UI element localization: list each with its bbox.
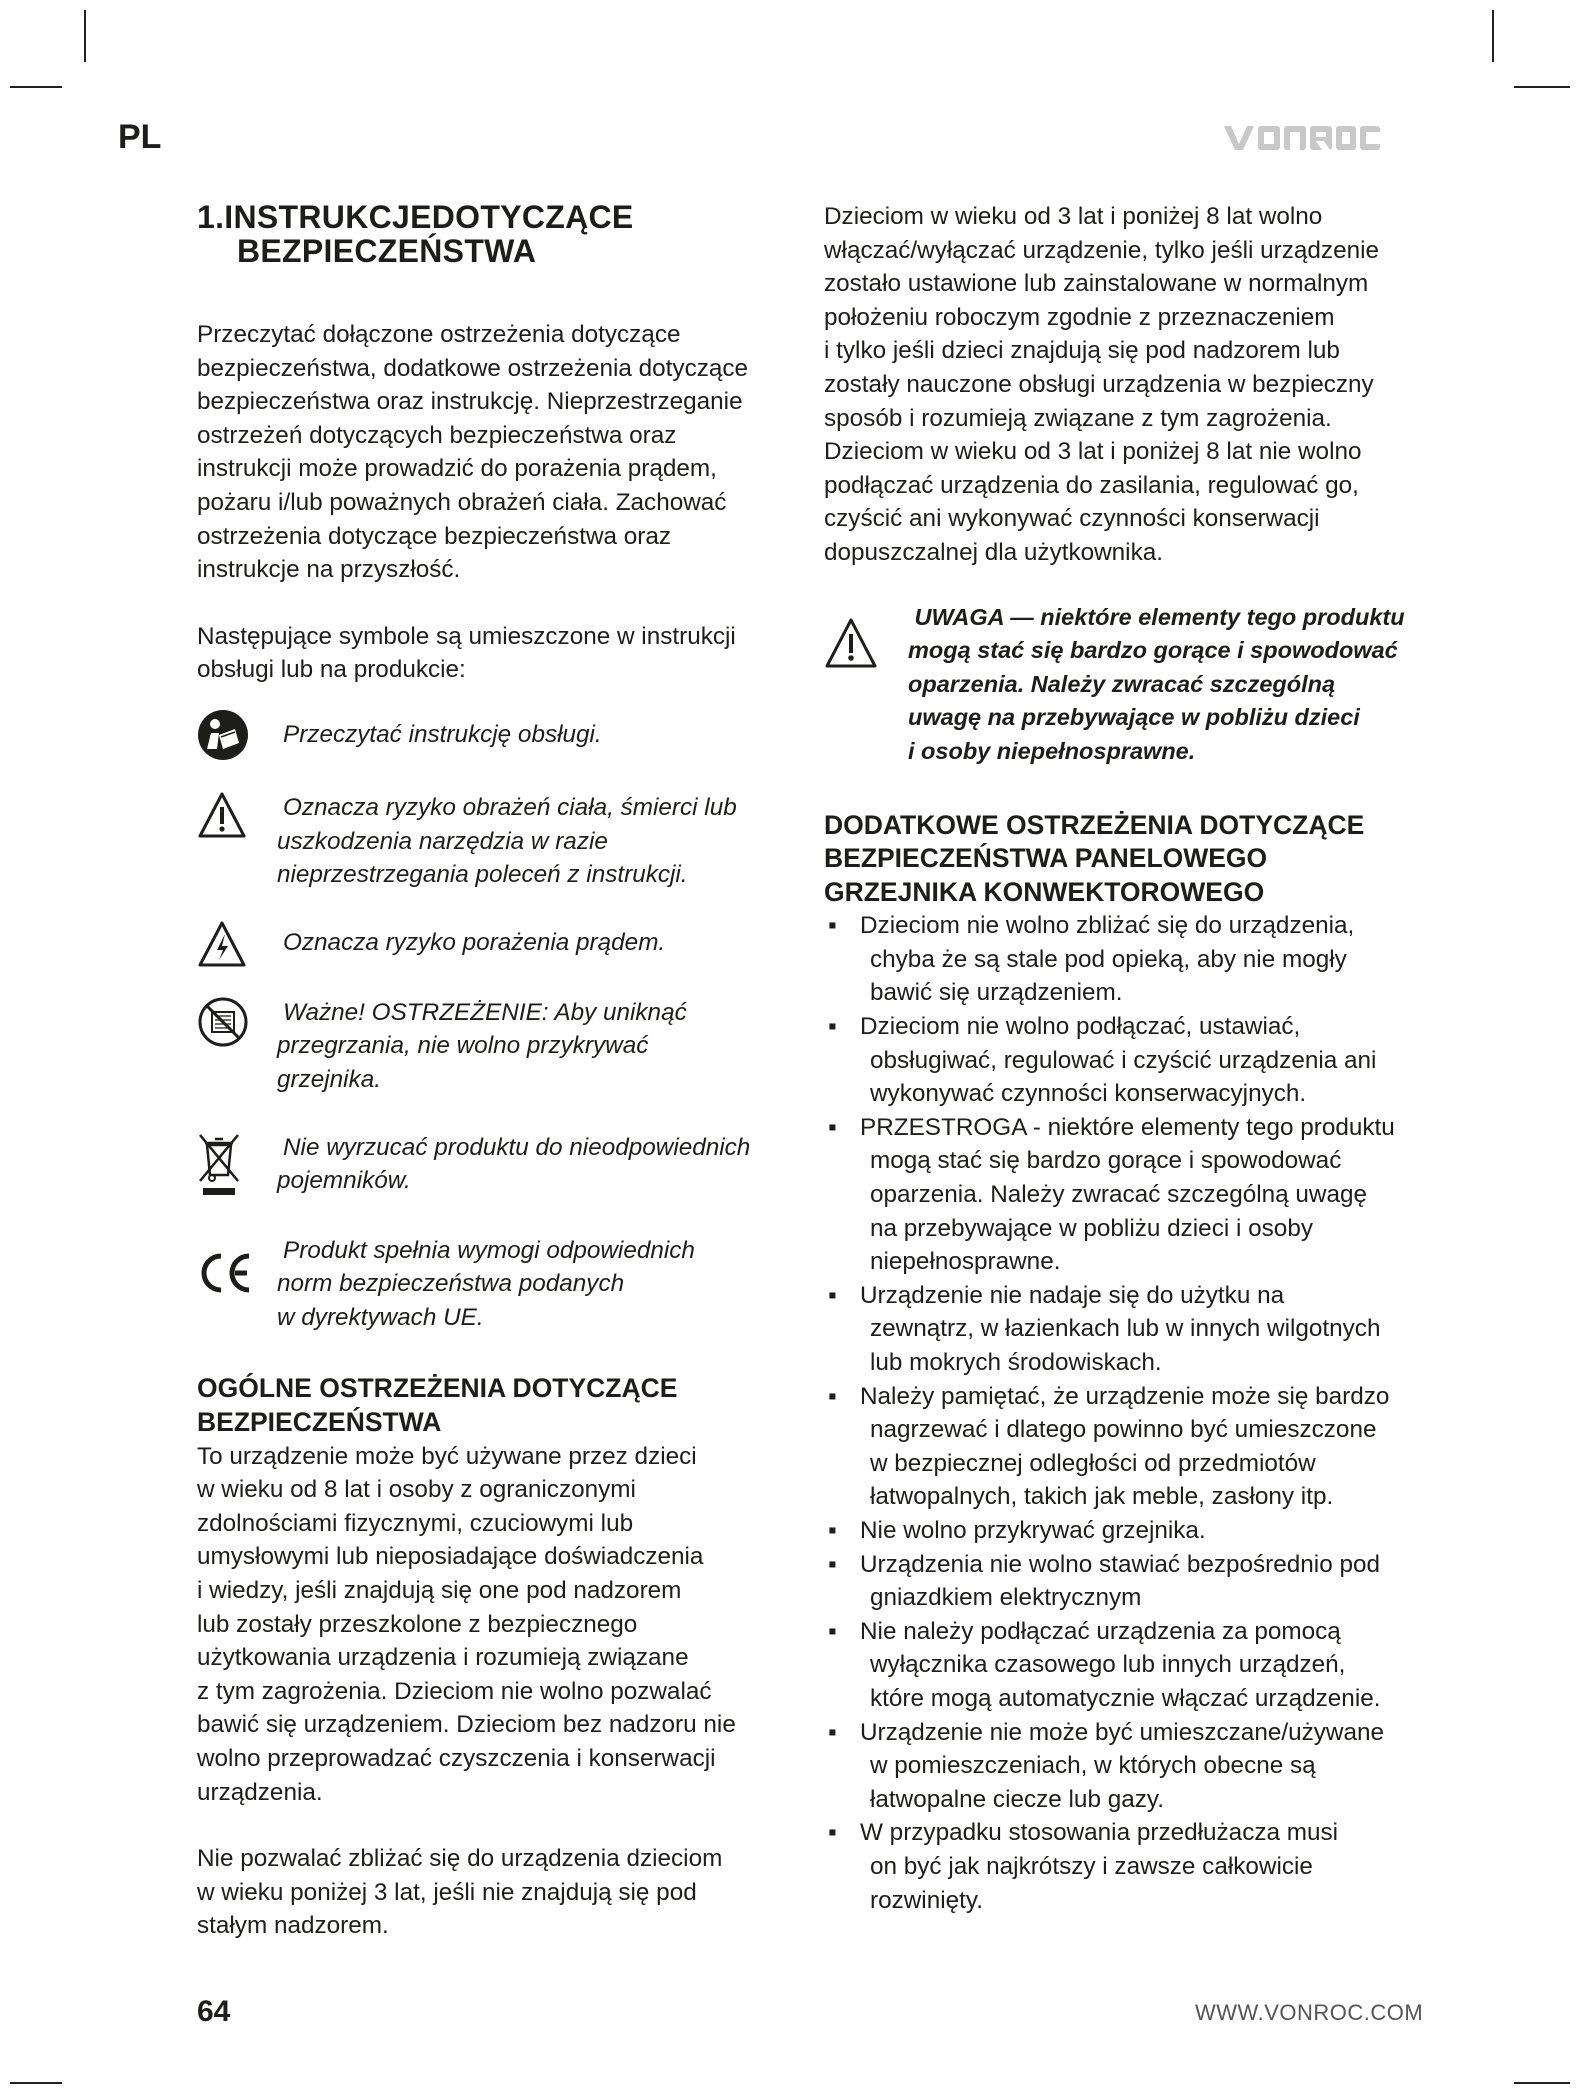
bullet-text: Urządzenia nie wolno stawiać bezpośrednio pod — [860, 1550, 1380, 1578]
additional-warnings-heading — [824, 809, 1434, 910]
symbol-row — [197, 791, 812, 892]
list-item: ▪ Nie wolno przykrywać grzejnika. — [824, 1514, 1434, 1548]
bullet-text: chyba że są stale pod opieką, aby nie mogły — [870, 945, 1347, 973]
symbol-row — [197, 920, 812, 968]
text-line: z tym zagrożenia. Dzieciom nie wolno pozwalać — [197, 1677, 712, 1705]
warning-text: oparzenia. Należy zwracać szczególną — [908, 670, 1336, 697]
bullet-text: wykonywać czynności konserwacyjnych. — [870, 1080, 1307, 1108]
bullet-text: mogą stać się bardzo gorące i spowodować — [870, 1147, 1342, 1175]
symbol-text: Ważne! OSTRZEŻENIE: Aby uniknąć — [283, 998, 687, 1026]
text-line: zostało ustawione lub zainstalowane w normalnym — [824, 270, 1369, 298]
symbol-row — [197, 996, 812, 1097]
warning-text: UWAGA — niektóre elementy tego produktu — [908, 603, 1405, 630]
bullet-list — [824, 909, 1434, 1917]
text-line: użytkowania urządzenia i rozumieją związane — [197, 1644, 689, 1672]
text-line: wolno przeprowadzać czyszczenia i konserwacji — [197, 1745, 716, 1772]
bullet-text: Dzieciom nie wolno zbliżać się do urządzenia, — [860, 912, 1355, 940]
bullet-text: rozwinięty. — [870, 1886, 983, 1914]
list-item: ▪ Urządzenia nie wolno stawiać bezpośrednio pod gniazdkiem elektrycznym — [824, 1548, 1434, 1615]
page-number: 64 — [197, 1995, 231, 2028]
warning-triangle-icon — [197, 791, 247, 839]
text-line: bezpieczeństwa, dodatkowe ostrzeżenia dotyczące — [197, 354, 749, 382]
hot-surface-warning — [824, 601, 1434, 769]
bullet-text: Urządzenie nie nadaje się do użytku na — [860, 1281, 1285, 1309]
text-line: obsługi lub na produkcie: — [197, 656, 466, 684]
list-item: ▪ Urządzenie nie nadaje się do użytku na zewnątrz, w łazienkach lub w innych wilgotnych lub mokrych środowiskach. — [824, 1279, 1434, 1380]
warning-text: uwagę na przebywające w pobliżu dzieci — [908, 704, 1360, 731]
text-line: Dzieciom w wieku od 3 lat i poniżej 8 lat nie wolno — [824, 438, 1362, 466]
symbol-text: norm bezpieczeństwa podanych — [277, 1270, 625, 1298]
bullet-text: Dzieciom nie wolno podłączać, ustawiać, — [860, 1013, 1301, 1041]
general-warnings-text — [197, 1440, 812, 1810]
text-line: Dzieciom w wieku od 3 lat i poniżej 8 lat wolno — [824, 203, 1323, 230]
text-line: ostrzeżeń dotyczących bezpieczeństwa oraz — [197, 421, 677, 449]
bullet-text: w pomieszczeniach, w których obecne są — [870, 1752, 1316, 1780]
text-line: umysłowymi lub nieposiadające doświadczenia — [197, 1543, 704, 1571]
bullet-text: w bezpiecznej odległości od przedmiotów — [870, 1449, 1316, 1477]
text-line: i tylko jeśli dzieci znajdują się pod nadzorem lub — [824, 337, 1340, 365]
children-paragraph — [197, 1842, 812, 1943]
symbol-row — [197, 709, 812, 761]
warning-text: mogą stać się bardzo gorące i spowodować — [908, 637, 1398, 664]
bullet-text: Nie należy podłączać urządzenia za pomocą — [860, 1617, 1341, 1645]
list-item: ▪ W przypadku stosowania przedłużacza musi on być jak najkrótszy i zawsze całkowicie rozwinięty. — [824, 1816, 1434, 1917]
bullet-text: nagrzewać i dlatego powinno być umieszczone — [870, 1416, 1377, 1444]
symbol-text: przegrzania, nie wolno przykrywać — [277, 1032, 649, 1060]
bullet-text: lub mokrych środowiskach. — [870, 1349, 1162, 1376]
language-code: PL — [118, 118, 162, 156]
symbol-text: Oznacza ryzyko porażenia prądem. — [283, 928, 666, 956]
text-line: sposób i rozumieją związane z tym zagrożenia. — [824, 404, 1332, 432]
bullet-text: Nie wolno przykrywać grzejnika. — [860, 1516, 1206, 1544]
text-line: pożaru i/lub poważnych obrażeń ciała. Zachować — [197, 488, 727, 516]
left-column — [197, 200, 812, 1976]
text-line: To urządzenie może być używane przez dzieci — [197, 1442, 697, 1470]
ce-mark-icon — [197, 1248, 253, 1298]
list-item: ▪ PRZESTROGA - niektóre elementy tego produktu mogą stać się bardzo gorące i spowodować oparzenia. Należy zwracać szczególną uwagę na przebywające w pobliżu dzieci i osoby niepełnosprawne. — [824, 1111, 1434, 1279]
text-line: bawić się urządzeniem. Dzieciom bez nadzoru nie — [197, 1711, 736, 1739]
warning-text: i osoby niepełnosprawne. — [908, 737, 1196, 764]
text-line: Następujące symbole są umieszczone w instrukcji — [197, 622, 736, 650]
symbol-text: grzejnika. — [277, 1065, 381, 1093]
text-line: w wieku poniżej 3 lat, jeśli nie znajdują się pod — [197, 1878, 697, 1906]
bullet-text: W przypadku stosowania przedłużacza musi — [860, 1819, 1339, 1847]
crop-mark — [1492, 10, 1494, 62]
bullet-text: Urządzenie nie może być umieszczane/używane — [860, 1718, 1384, 1746]
bullet-text: zewnątrz, w łazienkach lub w innych wilgotnych — [870, 1315, 1381, 1343]
bullet-text: PRZESTROGA - niektóre elementy tego produktu — [860, 1113, 1395, 1141]
bullet-text: łatwopalne ciecze lub gazy. — [870, 1785, 1164, 1813]
text-line: zostały nauczone obsługi urządzenia w bezpieczny — [824, 370, 1374, 398]
list-item: ▪ Należy pamiętać, że urządzenie może się bardzo nagrzewać i dlatego powinno być umieszczone w bezpiecznej odległości od przedmiotów łatwopalnych, takich jak meble, zasłony itp. — [824, 1380, 1434, 1514]
weee-bin-icon — [197, 1131, 241, 1197]
symbol-text: uszkodzenia narzędzia w razie — [277, 827, 608, 855]
symbol-text: pojemników. — [277, 1167, 411, 1195]
symbol-text: Nie wyrzucać produktu do nieodpowiednich — [283, 1133, 751, 1161]
heading-line: BEZPIECZEŃSTWA — [197, 1407, 442, 1438]
text-line: zdolnościami fizycznymi, czuciowymi lub — [197, 1509, 634, 1537]
text-line: urządzenia. — [197, 1778, 323, 1806]
text-line: ostrzeżenia dotyczące bezpieczeństwa oraz — [197, 522, 672, 550]
bullet-text: Należy pamiętać, że urządzenie może się bardzo — [860, 1382, 1390, 1410]
text-line: czyścić ani wykonywać czynności konserwacji — [824, 505, 1320, 533]
text-line: w wieku od 8 lat i osoby z ograniczonymi — [197, 1476, 636, 1504]
bullet-text: na przebywające w pobliżu dzieci i osoby — [870, 1214, 1313, 1242]
list-item: ▪ Urządzenie nie może być umieszczane/używane w pomieszczeniach, w których obecne są łatwopalne ciecze lub gazy. — [824, 1716, 1434, 1817]
text-line: dopuszczalnej dla użytkownika. — [824, 538, 1163, 566]
symbol-text: Produkt spełnia wymogi odpowiednich — [283, 1236, 695, 1264]
crop-mark — [1514, 2082, 1570, 2084]
right-column — [824, 200, 1434, 1917]
text-line: instrukcji może prowadzić do porażenia prądem, — [197, 455, 717, 483]
symbol-text: w dyrektywach UE. — [277, 1303, 484, 1331]
general-warnings-heading — [197, 1372, 812, 1439]
heading-line: GRZEJNIKA KONWEKTOROWEGO — [824, 876, 1265, 907]
heading-line: DODATKOWE OSTRZEŻENIA DOTYCZĄCE — [824, 809, 1365, 840]
symbols-intro — [197, 620, 812, 687]
symbol-row — [197, 1131, 812, 1198]
text-line: Przeczytać dołączone ostrzeżenia dotyczące — [197, 321, 681, 348]
text-line: bezpieczeństwa oraz instrukcję. Nieprzestrzeganie — [197, 388, 743, 416]
symbol-text: nieprzestrzegania poleceń z instrukcji. — [277, 861, 688, 889]
text-line: położeniu roboczym zgodnie z przeznaczeniem — [824, 303, 1335, 331]
vonroc-logo — [1222, 120, 1382, 154]
intro-paragraph — [197, 318, 812, 587]
title-line-1: 1.INSTRUKCJEDOTYCZĄCE — [197, 199, 634, 235]
section-title — [197, 200, 812, 268]
text-line: i wiedzy, jeśli znajdują się one pod nadzorem — [197, 1577, 682, 1605]
text-line: instrukcje na przyszłość. — [197, 556, 461, 584]
title-line-2: BEZPIECZEŃSTWA — [237, 233, 537, 269]
text-line: Nie pozwalać zbliżać się do urządzenia dzieciom — [197, 1845, 723, 1873]
heading-line: OGÓLNE OSTRZEŻENIA DOTYCZĄCE — [197, 1373, 678, 1404]
list-item: ▪ Dzieciom nie wolno zbliżać się do urządzenia, chyba że są stale pod opieką, aby nie mogły bawić się urządzeniem. — [824, 909, 1434, 1010]
electric-shock-icon — [197, 920, 247, 968]
crop-mark — [84, 10, 86, 62]
do-not-cover-icon — [197, 996, 249, 1048]
text-line: lub zostały przeszkolone z bezpiecznego — [197, 1610, 638, 1638]
symbol-text: Przeczytać instrukcję obsługi. — [283, 720, 602, 748]
bullet-text: on być jak najkrótszy i zawsze całkowicie — [870, 1852, 1313, 1880]
warning-triangle-icon — [824, 617, 878, 669]
bullet-text: obsługiwać, regulować i czyścić urządzenia ani — [870, 1046, 1377, 1074]
heading-line: BEZPIECZEŃSTWA PANELOWEGO — [824, 843, 1268, 874]
website-url: WWW.VONROC.COM — [1195, 2000, 1424, 2025]
bullet-text: wyłącznika czasowego lub innych urządzeń, — [870, 1651, 1346, 1679]
crop-mark — [10, 86, 62, 88]
symbol-text: Oznacza ryzyko obrażeń ciała, śmierci lub — [283, 793, 737, 821]
bullet-text: które mogą automatycznie włączać urządzenie. — [870, 1684, 1381, 1712]
bullet-text: gniazdkiem elektrycznym — [870, 1584, 1142, 1612]
crop-mark — [1514, 86, 1570, 88]
symbol-row — [197, 1234, 812, 1335]
list-item: ▪ Dzieciom nie wolno podłączać, ustawiać, obsługiwać, regulować i czyścić urządzenia ani wykonywać czynności konserwacyjnych. — [824, 1010, 1434, 1111]
list-item: ▪ Nie należy podłączać urządzenia za pomocą wyłącznika czasowego lub innych urządzeń, które mogą automatycznie włączać urządzenie. — [824, 1615, 1434, 1716]
bullet-text: niepełnosprawne. — [870, 1248, 1061, 1276]
bullet-text: oparzenia. Należy zwracać szczególną uwagę — [870, 1181, 1367, 1209]
crop-mark — [10, 2082, 62, 2084]
children-age-paragraph — [824, 200, 1434, 570]
bullet-text: łatwopalnych, takich jak meble, zasłony itp. — [870, 1483, 1334, 1511]
text-line: podłączać urządzenia do zasilania, regulować go, — [824, 471, 1359, 499]
text-line: stałym nadzorem. — [197, 1912, 389, 1940]
bullet-text: bawić się urządzeniem. — [870, 979, 1123, 1007]
read-manual-icon — [197, 709, 249, 761]
text-line: włączać/wyłączać urządzenie, tylko jeśli urządzenie — [824, 236, 1380, 264]
